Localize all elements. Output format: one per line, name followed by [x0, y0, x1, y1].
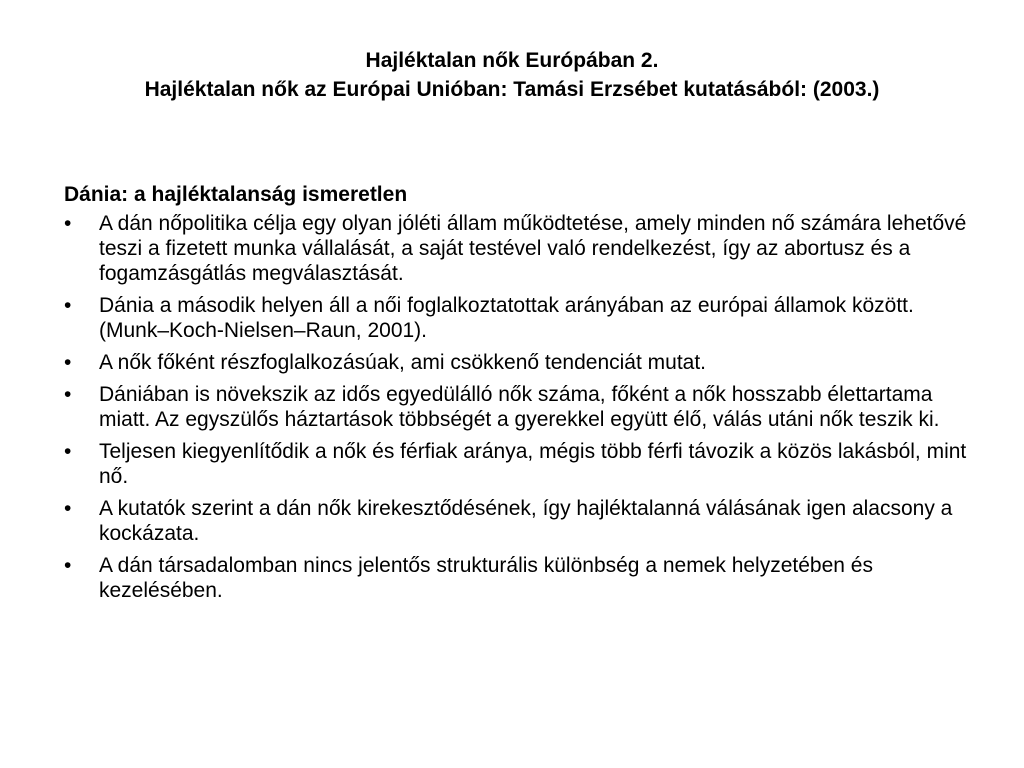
list-item	[64, 293, 974, 343]
bullet-icon: •	[64, 497, 72, 520]
bullet-text: Dánia a második helyen áll a női foglalkoztatottak arányában az európai államok között. (Munk–Koch-Nielsen–Raun, 2001).	[99, 294, 914, 342]
bullet-text: A nők főként részfoglalkozásúak, ami csökkenő tendenciát mutat.	[99, 351, 707, 374]
bullet-icon: •	[64, 440, 72, 463]
bullet-text: A dán nőpolitika célja egy olyan jóléti állam működtetése, amely minden nő számára lehetővé teszi a fizetett munka vállalását, a saját testével való rendelkezést, így az abortusz és a fogamzásgátlás megválasztását.	[99, 212, 967, 285]
slide-body	[64, 182, 974, 610]
bullet-icon: •	[64, 383, 72, 406]
bullet-text: Dániában is növekszik az idős egyedülálló nők száma, főként a nők hosszabb élettartama miatt. Az egyszülős háztartások többségét a gyerekkel együtt élő, válás utáni nők teszik ki.	[99, 383, 940, 431]
bullet-icon: •	[64, 554, 72, 577]
bullet-text: A kutatók szerint a dán nők kirekesztődésének, így hajléktalanná válásának igen alacsony a kockázata.	[99, 497, 953, 545]
list-item	[64, 496, 974, 546]
slide-title	[60, 46, 964, 104]
bullet-icon: •	[64, 212, 72, 235]
bullet-text: Teljesen kiegyenlítődik a nők és férfiak aránya, mégis több férfi távozik a közös lakásból, mint nő.	[99, 440, 967, 488]
section-subheading: Dánia: a hajléktalanság ismeretlen	[64, 183, 408, 206]
list-item	[64, 382, 974, 432]
bullet-list	[64, 211, 974, 603]
list-item	[64, 553, 974, 603]
bullet-icon: •	[64, 351, 72, 374]
list-item	[64, 350, 974, 375]
title-line-1: Hajléktalan nők Európában 2.	[365, 49, 659, 72]
list-item	[64, 439, 974, 489]
bullet-text: A dán társadalomban nincs jelentős strukturális különbség a nemek helyzetében és kezelésében.	[99, 554, 873, 602]
title-line-2: Hajléktalan nők az Európai Unióban: Tamási Erzsébet kutatásából: (2003.)	[144, 78, 880, 101]
bullet-icon: •	[64, 294, 72, 317]
list-item	[64, 211, 974, 286]
